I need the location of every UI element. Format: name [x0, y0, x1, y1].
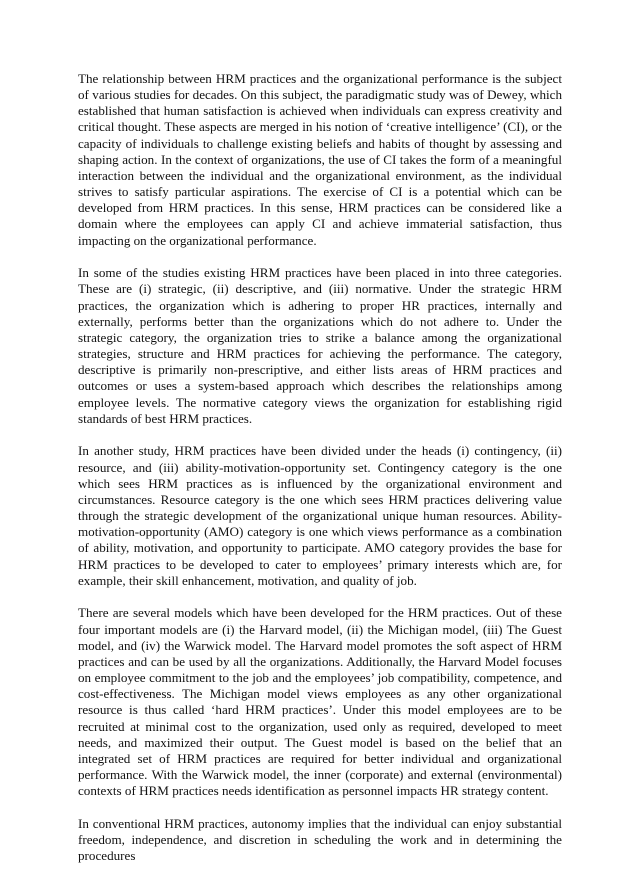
paragraph-autonomy: In conventional HRM practices, autonomy implies that the individual can enjoy substantial freedom, independence, and discretion in scheduling the work and in determining the procedures — [78, 815, 562, 864]
paragraph-dewey-ci: The relationship between HRM practices and the organizational performance is the subject of various studies for decades. On this subject, the paradigmatic study was of Dewey, which established that human satisfaction is achieved when individuals can express creativity and critical thought. These aspects are merged in his notion of ‘creative intelligence’ (CI), or the capacity of individuals to challenge existing beliefs and habits of thought by assessing and shaping action. In the context of organizations, the use of CI takes the form of a meaningful interaction between the individual and the organizational environment, as the individual strives to satisfy particular aspirations. The exercise of CI is a potential which can be developed from HRM practices. In this sense, HRM practices can be considered like a domain where the employees can apply CI and achieve immaterial satisfaction, thus impacting on the organizational performance. — [78, 71, 562, 248]
paragraph-categories: In some of the studies existing HRM practices have been placed in into three categories. These are (i) strategic, (ii) descriptive, and (iii) normative. Under the strategic HRM practices, the organization which is adhering to proper HR practices, internally and externally, performs better than the organizations which do not adhere to. Under the strategic category, the organization tries to strike a balance among the organizational strategies, structure and HRM practices for achieving the performance. The category, descriptive is primarily non-prescriptive, and either lists areas of HRM practices and outcomes or uses a system-based approach which describes the relationships among employee levels. The normative category views the organization for establishing rigid standards of best HRM practices. — [78, 265, 562, 426]
paragraph-amo: In another study, HRM practices have been divided under the heads (i) contingency, (ii) resource, and (iii) ability-motivation-opportunity set. Contingency category is the one which sees HRM practices as is influenced by the organizational environment and circumstances. Resource category is the one which sees HRM practices delivering value through the strategic development of the organizational unique human resources. Ability-motivation-opportunity (AMO) category is one which views performance as a combination of ability, motivation, and opportunity to participate. AMO category provides the base for HRM practices to be developed to cater to employees’ primary interests which are, for example, their skill enhancement, motivation, and quality of job. — [78, 443, 562, 588]
body-text — [78, 71, 562, 881]
paragraph-models: There are several models which have been developed for the HRM practices. Out of these four important models are (i) the Harvard model, (ii) the Michigan model, (iii) The Guest model, and (iv) the Warwick model. The Harvard model promotes the soft aspect of HRM practices and can be used by all the organizations. Additionally, the Harvard Model focuses on employee commitment to the job and the employees’ job compatibility, competence, and cost-effectiveness. The Michigan model views employees as any other organizational resource is thus called ‘hard HRM practices’. Under this model employees are to be recruited at minimal cost to the organization, used only as required, developed to meet needs, and maximized their output. The Guest model is based on the belief that an integrated set of HRM practices are required for better individual and organizational performance. With the Warwick model, the inner (corporate) and external (environmental) contexts of HRM practices needs identification as personnel impacts HR strategy content. — [78, 605, 562, 799]
